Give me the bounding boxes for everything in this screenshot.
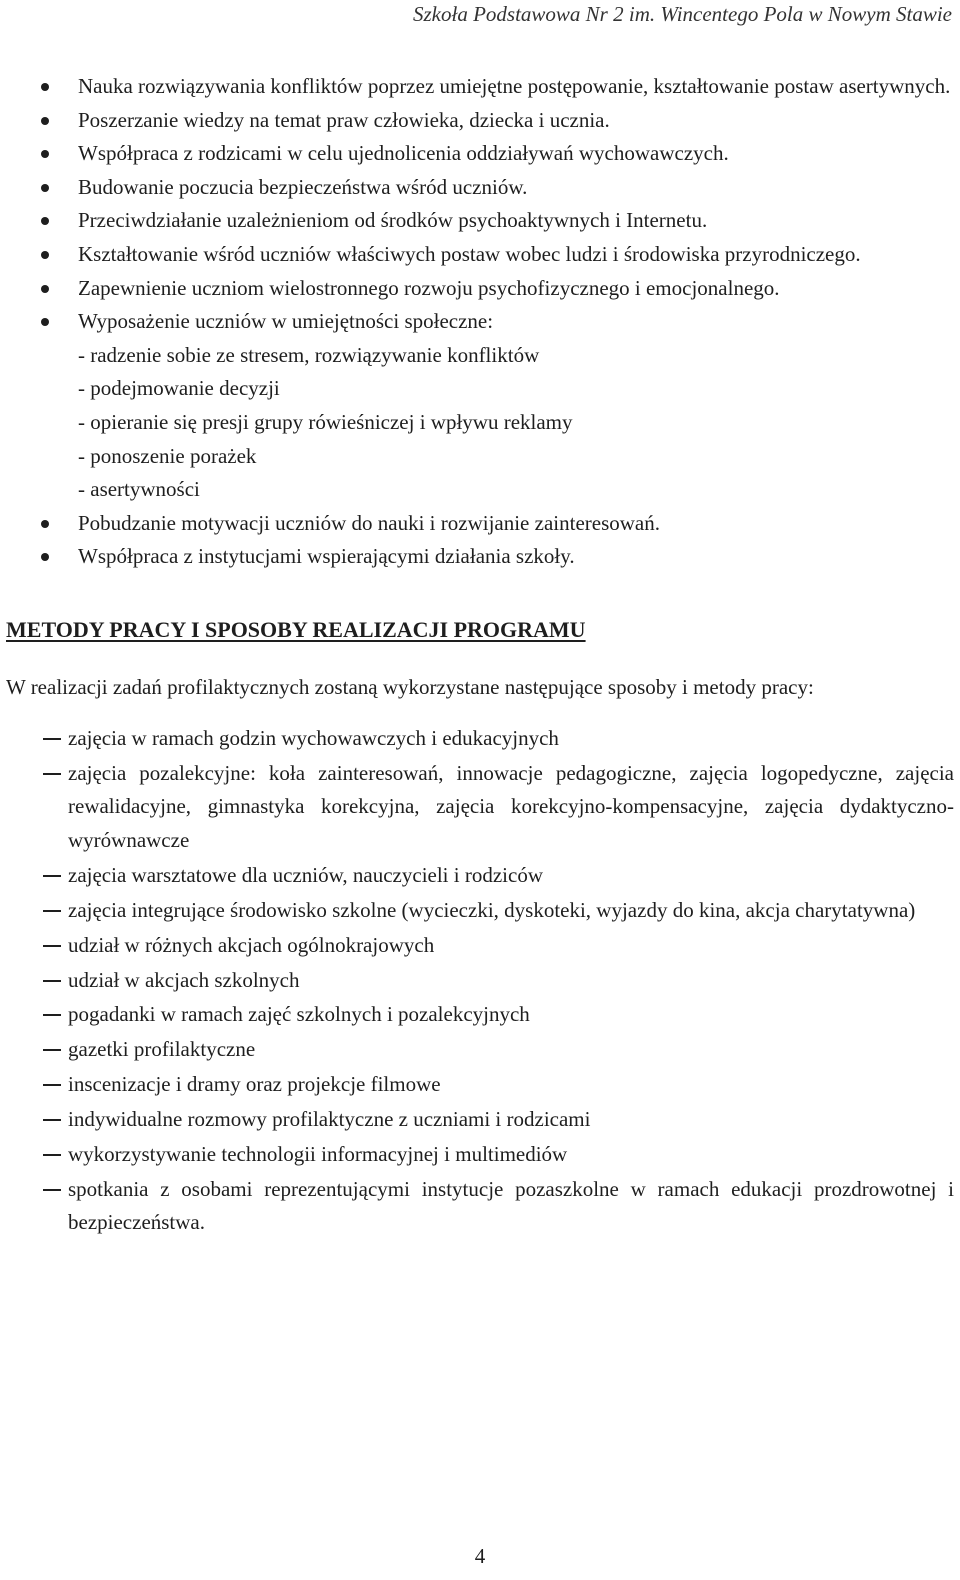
method-item xyxy=(6,859,954,893)
page-number: 4 xyxy=(474,1544,486,1568)
dash-icon xyxy=(43,1189,61,1191)
method-text: zajęcia w ramach godzin wychowawczych i edukacyjnych xyxy=(68,725,559,750)
goal-text: Nauka rozwiązywania konfliktów poprzez umiejętne postępowanie, kształtowanie postaw asertywnych. xyxy=(78,74,951,98)
method-text: pogadanki w ramach zajęć szkolnych i pozalekcyjnych xyxy=(68,1002,530,1027)
goal-item xyxy=(6,238,954,272)
method-text: indywidualne rozmowy profilaktyczne z uczniami i rodzicami xyxy=(68,1107,591,1132)
dash-icon xyxy=(43,773,61,775)
dash-icon xyxy=(43,1119,61,1121)
goals-list xyxy=(6,70,954,574)
method-text: gazetki profilaktyczne xyxy=(68,1037,256,1062)
dash-icon xyxy=(43,1154,61,1156)
method-item xyxy=(6,894,954,928)
goal-item xyxy=(6,305,954,507)
section-heading: METODY PRACY I SPOSOBY REALIZACJI PROGRAMU xyxy=(6,616,586,642)
method-item xyxy=(6,757,954,858)
goal-text: Budowanie poczucia bezpieczeństwa wśród uczniów. xyxy=(78,174,528,199)
goal-text: Współpraca z instytucjami wspierającymi działania szkoły. xyxy=(78,544,575,569)
goal-text: Pobudzanie motywacji uczniów do nauki i rozwijanie zainteresowań. xyxy=(78,510,660,535)
dash-icon xyxy=(43,980,61,982)
goal-text: Przeciwdziałanie uzależnieniom od środków psychoaktywnych i Internetu. xyxy=(78,208,708,233)
method-text: udział w różnych akcjach ogólnokrajowych xyxy=(68,932,435,957)
bullet-icon xyxy=(41,520,49,528)
method-item xyxy=(6,929,954,963)
method-item xyxy=(6,1138,954,1172)
goal-item xyxy=(6,104,954,138)
dash-icon xyxy=(43,875,61,877)
goal-item xyxy=(6,70,954,104)
bullet-icon xyxy=(41,217,49,225)
dash-icon xyxy=(43,1084,61,1086)
goal-text: Poszerzanie wiedzy na temat praw człowieka, dziecka i ucznia. xyxy=(78,107,610,132)
method-item xyxy=(6,1068,954,1102)
bullet-icon xyxy=(41,318,49,326)
goal-item xyxy=(6,272,954,306)
goal-item xyxy=(6,204,954,238)
goal-item xyxy=(6,507,954,541)
bullet-icon xyxy=(41,285,49,293)
method-item xyxy=(6,964,954,998)
method-text: wykorzystywanie technologii informacyjnej i multimediów xyxy=(68,1142,568,1166)
method-item xyxy=(6,722,954,756)
dash-icon xyxy=(43,738,61,740)
method-item xyxy=(6,1033,954,1067)
social-skill-item: - asertywności xyxy=(78,477,200,502)
methods-list xyxy=(6,722,954,1240)
goal-text: Kształtowanie wśród uczniów właściwych postaw wobec ludzi i środowiska przyrodniczego. xyxy=(78,241,861,266)
method-text: zajęcia integrujące środowisko szkolne (wycieczki, dyskoteki, wyjazdy do kina, akcja charytatywna) xyxy=(68,897,916,922)
goal-item xyxy=(6,137,954,171)
page-content xyxy=(6,70,954,1241)
bullet-icon xyxy=(41,251,49,259)
goal-text: Zapewnienie uczniom wielostronnego rozwoju psychofizycznego i emocjonalnego. xyxy=(78,275,780,300)
goal-item xyxy=(6,540,954,574)
method-text: inscenizacje i dramy oraz projekcje filmowe xyxy=(68,1072,441,1097)
goal-text: Wyposażenie uczniów w umiejętności społeczne: xyxy=(78,309,494,334)
dash-icon xyxy=(43,945,61,947)
method-item xyxy=(6,998,954,1032)
social-skill-item: - ponoszenie porażek xyxy=(78,443,257,468)
bullet-icon xyxy=(41,184,49,192)
social-skill-item: - radzenie sobie ze stresem, rozwiązywanie konfliktów xyxy=(78,342,540,367)
dash-icon xyxy=(43,1014,61,1016)
bullet-icon xyxy=(41,83,49,91)
goal-item xyxy=(6,171,954,205)
method-text: spotkania z osobami reprezentującymi instytucje pozaszkolne w ramach edukacji prozdrowotnej i bezpieczeństwa. xyxy=(68,1176,954,1235)
method-item xyxy=(6,1103,954,1137)
method-text: udział w akcjach szkolnych xyxy=(68,967,300,992)
method-text: zajęcia warsztatowe dla uczniów, nauczycieli i rodziców xyxy=(68,862,543,887)
bullet-icon xyxy=(41,117,49,125)
bullet-icon xyxy=(41,150,49,158)
bullet-icon xyxy=(41,553,49,561)
goal-text: Współpraca z rodzicami w celu ujednolicenia oddziaływań wychowawczych. xyxy=(78,141,729,166)
method-text: zajęcia pozalekcyjne: koła zainteresowań, innowacje pedagogiczne, zajęcia logopedyczne, zajęcia rewalidacyjne, gimnastyka korekcyjna, zajęcia korekcyjno-kompensacyjne, zajęcia dydaktyczno-wyrównawcze xyxy=(68,760,954,852)
running-header: Szkoła Podstawowa Nr 2 im. Wincentego Pola w Nowym Stawie xyxy=(413,2,952,26)
dash-icon xyxy=(43,1049,61,1051)
dash-icon xyxy=(43,910,61,912)
method-item xyxy=(6,1173,954,1240)
methods-intro: W realizacji zadań profilaktycznych zostaną wykorzystane następujące sposoby i metody pracy: xyxy=(6,674,814,699)
social-skill-item: - podejmowanie decyzji xyxy=(78,376,280,401)
social-skill-item: - opieranie się presji grupy rówieśniczej i wpływu reklamy xyxy=(78,409,573,434)
